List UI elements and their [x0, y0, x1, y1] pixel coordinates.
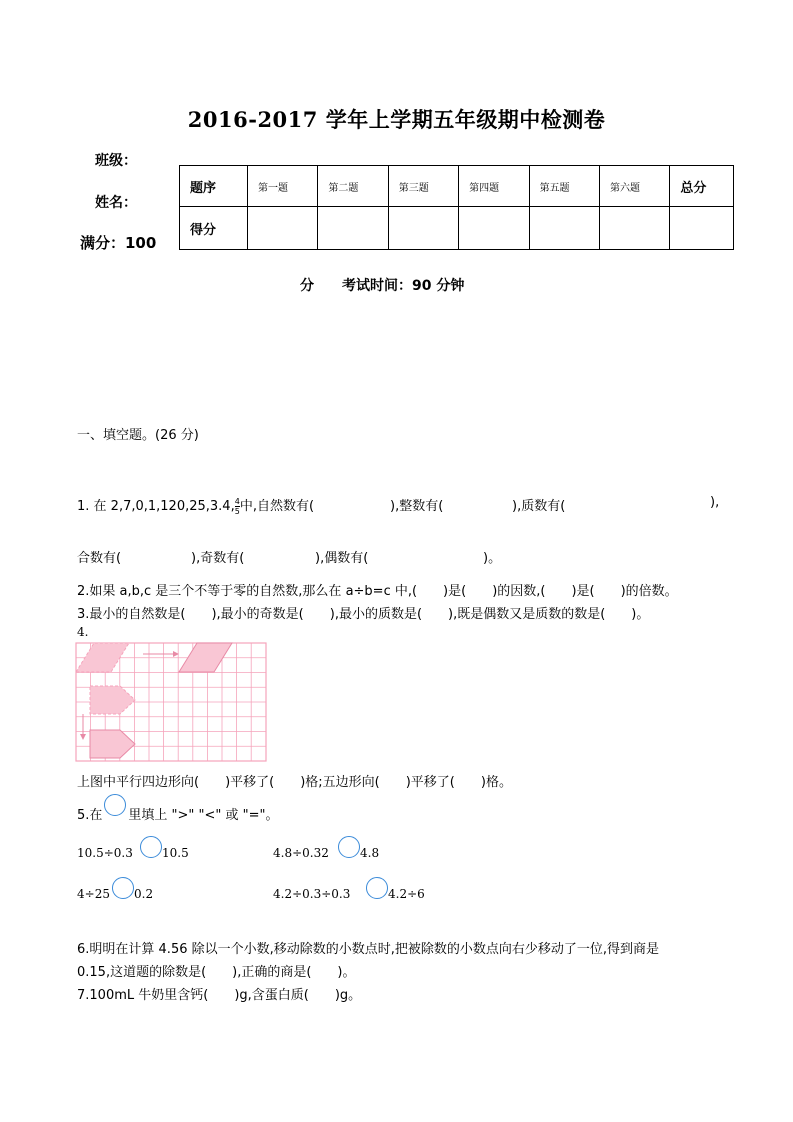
score-cell[interactable] — [459, 207, 529, 250]
q6-line2: 0.15,这道题的除数是( ),正确的商是( )。 — [77, 965, 356, 980]
col-q4: 第四题 — [459, 166, 529, 207]
col-q3: 第三题 — [388, 166, 458, 207]
score-cell[interactable] — [529, 207, 599, 250]
col-q1: 第一题 — [248, 166, 318, 207]
q5-item-d-left: 4.2÷0.3÷0.3 — [273, 887, 351, 901]
score-table-row-score — [180, 207, 734, 250]
class-label: 班级： — [95, 153, 137, 169]
q2: 2.如果 a,b,c 是三个不等于零的自然数,那么在 a÷b=c 中,( )是( )的因数,( )是( )的倍数。 — [77, 584, 678, 599]
compare-circle-input[interactable] — [112, 877, 134, 899]
q1-text-e: ), — [710, 495, 720, 510]
col-q2: 第二题 — [318, 166, 388, 207]
q1-text-a: 1. 在 2,7,0,1,120,25,3.4, — [77, 499, 235, 514]
q1-line1 — [77, 495, 314, 516]
page-title: 2016-2017 学年上学期五年级期中检测卷 — [187, 107, 606, 132]
q1-text-d: ),质数有( — [512, 499, 566, 514]
q1-text-b: 中,自然数有( — [239, 499, 315, 514]
q5-item-a-left: 10.5÷0.3 — [77, 846, 133, 860]
q1-line2-b: ),奇数有( — [191, 551, 245, 566]
score-cell[interactable] — [248, 207, 318, 250]
compare-circle-input[interactable] — [140, 836, 162, 858]
compare-circle-input[interactable] — [338, 836, 360, 858]
q1-text-c: ),整数有( — [390, 499, 444, 514]
q5-item-c-right: 0.2 — [134, 887, 154, 901]
q5-item-b-right: 4.8 — [360, 846, 380, 860]
col-q5: 第五题 — [529, 166, 599, 207]
compare-circle-input[interactable] — [366, 877, 388, 899]
q5-item-b-left: 4.8÷0.32 — [273, 846, 329, 860]
pentagon-moved — [90, 730, 135, 758]
name-label: 姓名： — [95, 195, 137, 211]
q3: 3.最小的自然数是( ),最小的奇数是( ),最小的质数是( ),既是偶数又是质数的数是( )。 — [77, 607, 650, 622]
col-total: 总分 — [670, 166, 734, 207]
score-cell[interactable] — [670, 207, 734, 250]
pentagon-original — [90, 686, 135, 714]
arrow-down-head — [80, 734, 86, 740]
fraction-numerator: 4 — [234, 497, 240, 506]
q4-number: 4. — [77, 625, 89, 639]
q6-line1: 6.明明在计算 4.56 除以一个小数,移动除数的小数点时,把被除数的小数点向右少移动了一位,得到商是 — [77, 942, 660, 957]
order-head: 题序 — [180, 166, 248, 207]
q5-prompt-a: 5.在 — [77, 808, 103, 823]
q1-line2-c: ),偶数有( — [315, 551, 369, 566]
score-cell[interactable] — [388, 207, 458, 250]
translation-grid-figure — [75, 642, 269, 764]
score-head: 得分 — [180, 207, 248, 250]
score-cell[interactable] — [318, 207, 388, 250]
q5-item-c-left: 4÷25 — [77, 887, 110, 901]
full-score: 满分：100 — [80, 234, 157, 252]
fraction-denominator: 5 — [234, 507, 240, 516]
section-heading: 一、填空题。(26 分) — [77, 428, 199, 443]
score-cell[interactable] — [599, 207, 669, 250]
score-table — [179, 165, 734, 250]
q7: 7.100mL 牛奶里含钙( )g,含蛋白质( )g。 — [77, 988, 362, 1003]
score-table-row-order — [180, 166, 734, 207]
q5-item-d-right: 4.2÷6 — [388, 887, 425, 901]
exam-time: 分 考试时间：90 分钟 — [300, 278, 465, 294]
q4-caption: 上图中平行四边形向( )平移了( )格;五边形向( )平移了( )格。 — [77, 775, 512, 790]
q5-prompt-b: 里填上 ">" "<" 或 "="。 — [128, 808, 279, 823]
compare-circle-icon — [104, 794, 126, 816]
q1-line2-d: )。 — [483, 551, 502, 566]
q5-item-a-right: 10.5 — [162, 846, 189, 860]
col-q6: 第六题 — [599, 166, 669, 207]
q1-line2-a: 合数有( — [77, 551, 122, 566]
